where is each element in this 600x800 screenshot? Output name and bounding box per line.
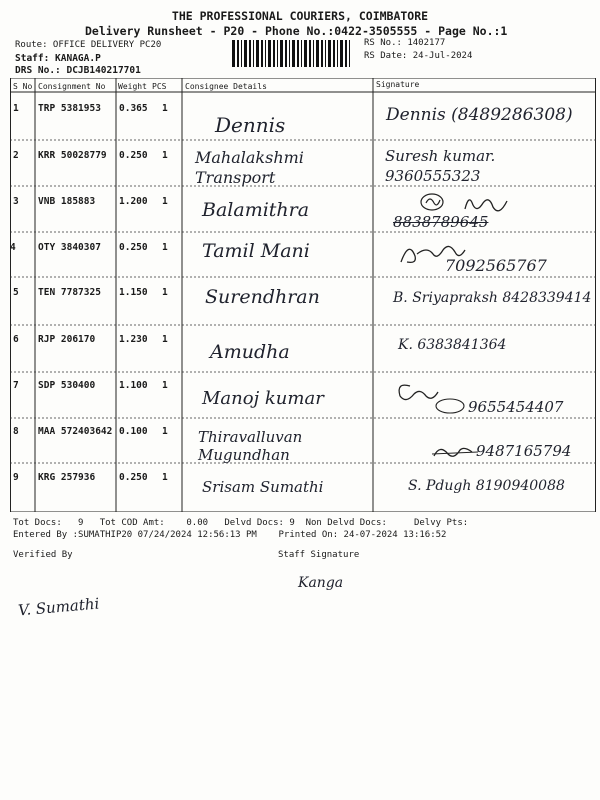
barcode-bar — [328, 40, 331, 67]
row-4-signature: 7092565767 — [445, 256, 547, 275]
row-9-pcs: 1 — [162, 472, 168, 483]
row-1-consignment: TRP 5381953 — [38, 103, 101, 114]
row-8-weight: 0.100 — [119, 426, 148, 437]
barcode-bar — [301, 40, 302, 67]
barcode-bar — [256, 40, 259, 67]
barcode-image — [232, 40, 354, 67]
row-9-consignee: Srisam Sumathi — [202, 478, 324, 496]
barcode-bar — [292, 40, 295, 67]
row-8-sno: 8 — [13, 426, 19, 437]
row-5-sno: 5 — [13, 287, 19, 298]
row-3-consignment: VNB 185883 — [38, 196, 96, 207]
barcode-bar — [349, 40, 350, 67]
row-1-sno: 1 — [13, 103, 19, 114]
col-header-sno: S No — [13, 82, 33, 91]
totals-line: Tot Docs: 9 Tot COD Amt: 0.00 Delvd Docs: 9 Non Delvd Docs: Delvy Pts: — [13, 518, 469, 528]
barcode-bar — [241, 40, 242, 67]
barcode-bar — [309, 40, 311, 67]
staff-handwritten-signature: Kanga — [298, 575, 344, 591]
barcode-bar — [289, 40, 290, 67]
barcode-bar — [285, 40, 287, 67]
row-8-pcs: 1 — [162, 426, 168, 437]
row-6-sno: 6 — [13, 334, 19, 345]
row-1-weight: 0.365 — [119, 103, 148, 114]
col-header-consignee: Consignee Details — [185, 82, 267, 91]
company-name: THE PROFESSIONAL COURIERS, COIMBATORE — [171, 9, 429, 23]
row-6-pcs: 1 — [162, 334, 168, 345]
rs-number: RS No.: 1402177 — [364, 38, 446, 48]
row-6-consignment: RJP 206170 — [38, 334, 96, 345]
entered-by-line: Entered By :SUMATHIP20 07/24/2024 12:56:13 PM Printed On: 24-07-2024 13:16:52 — [13, 530, 447, 540]
row-4-pcs: 1 — [162, 242, 168, 253]
barcode-bar — [340, 40, 343, 67]
barcode-bar — [316, 40, 319, 67]
row-3-scribble-signature — [410, 191, 540, 213]
barcode-bar — [313, 40, 314, 67]
row-7-sno: 7 — [13, 380, 19, 391]
row-7-pcs: 1 — [162, 380, 168, 391]
row-7-signature: 9655454407 — [468, 398, 564, 416]
barcode-bar — [280, 40, 283, 67]
barcode-bar — [304, 40, 307, 67]
row-4-sno: 4 — [10, 242, 16, 253]
staff-text: Staff: KANAGA.P — [15, 53, 101, 64]
barcode-bar — [273, 40, 275, 67]
row-2-consignment: KRR 50028779 — [38, 150, 107, 161]
row-6-consignee: Amudha — [210, 341, 290, 363]
row-9-weight: 0.250 — [119, 472, 148, 483]
row-2-weight: 0.250 — [119, 150, 148, 161]
row-7-scribble-signature — [392, 376, 472, 416]
barcode-bar — [249, 40, 251, 67]
row-5-weight: 1.150 — [119, 287, 148, 298]
row-8-consignee: Thiravalluvan Mugundhan — [198, 428, 303, 464]
row-2-sno: 2 — [13, 150, 19, 161]
rs-date: RS Date: 24-Jul-2024 — [364, 51, 473, 61]
row-9-sno: 9 — [13, 472, 19, 483]
barcode-bar — [337, 40, 338, 67]
barcode-bar — [321, 40, 323, 67]
row-5-signature: B. Sriyapraksh 8428339414 — [393, 290, 592, 306]
col-header-weight: Weight — [118, 82, 147, 91]
row-9-signature: S. Pdugh 8190940088 — [408, 478, 565, 494]
row-2-signature: Suresh kumar. 9360555323 — [385, 147, 496, 185]
row-4-weight: 0.250 — [119, 242, 148, 253]
row-5-pcs: 1 — [162, 287, 168, 298]
row-3-consignee: Balamithra — [202, 199, 310, 221]
row-3-pcs: 1 — [162, 196, 168, 207]
row-3-signature: 8838789645 — [393, 213, 489, 231]
col-header-signature: Signature — [376, 80, 420, 89]
verified-by-label: Verified By — [13, 550, 73, 560]
row-6-weight: 1.230 — [119, 334, 148, 345]
row-4-consignee: Tamil Mani — [202, 240, 310, 262]
row-7-weight: 1.100 — [119, 380, 148, 391]
barcode-bar — [333, 40, 335, 67]
row-6-signature: K. 6383841364 — [398, 337, 507, 353]
barcode-bar — [325, 40, 326, 67]
row-5-consignment: TEN 7787325 — [38, 287, 101, 298]
row-3-sno: 3 — [13, 196, 19, 207]
row-8-scribble-signature — [430, 442, 480, 462]
row-9-consignment: KRG 257936 — [38, 472, 96, 483]
route-text: Route: OFFICE DELIVERY PC20 — [15, 40, 162, 50]
barcode-bar — [297, 40, 299, 67]
verifier-handwritten-signature: V. Sumathi — [17, 594, 100, 620]
row-3-weight: 1.200 — [119, 196, 148, 207]
barcode-bar — [244, 40, 247, 67]
barcode-bar — [232, 40, 235, 67]
barcode-bar — [277, 40, 278, 67]
col-header-pcs: PCS — [152, 82, 167, 91]
staff-signature-label: Staff Signature — [278, 550, 360, 560]
row-1-consignee: Dennis — [215, 113, 286, 137]
barcode-bar — [268, 40, 271, 67]
row-4-consignment: OTY 3840307 — [38, 242, 101, 253]
barcode-bar — [265, 40, 266, 67]
row-1-pcs: 1 — [162, 103, 168, 114]
row-8-consignment: MAA 572403642 — [38, 426, 113, 437]
barcode-bar — [261, 40, 263, 67]
barcode-bar — [345, 40, 347, 67]
barcode-bar — [237, 40, 239, 67]
drs-number: DRS No.: DCJB140217701 — [15, 65, 141, 76]
runsheet-table — [10, 78, 596, 512]
barcode-bar — [253, 40, 254, 67]
runsheet-title: Delivery Runsheet - P20 - Phone No.:0422-3505555 - Page No.:1 — [85, 24, 508, 38]
row-2-pcs: 1 — [162, 150, 168, 161]
row-8-signature: 9487165794 — [476, 442, 572, 460]
row-5-consignee: Surendhran — [205, 286, 320, 308]
row-1-signature: Dennis (8489286308) — [386, 105, 573, 125]
row-7-consignment: SDP 530400 — [38, 380, 96, 391]
row-7-consignee: Manoj kumar — [202, 388, 324, 409]
col-header-consignment: Consignment No — [38, 82, 106, 91]
row-2-consignee: Mahalakshmi Transport — [195, 148, 304, 187]
